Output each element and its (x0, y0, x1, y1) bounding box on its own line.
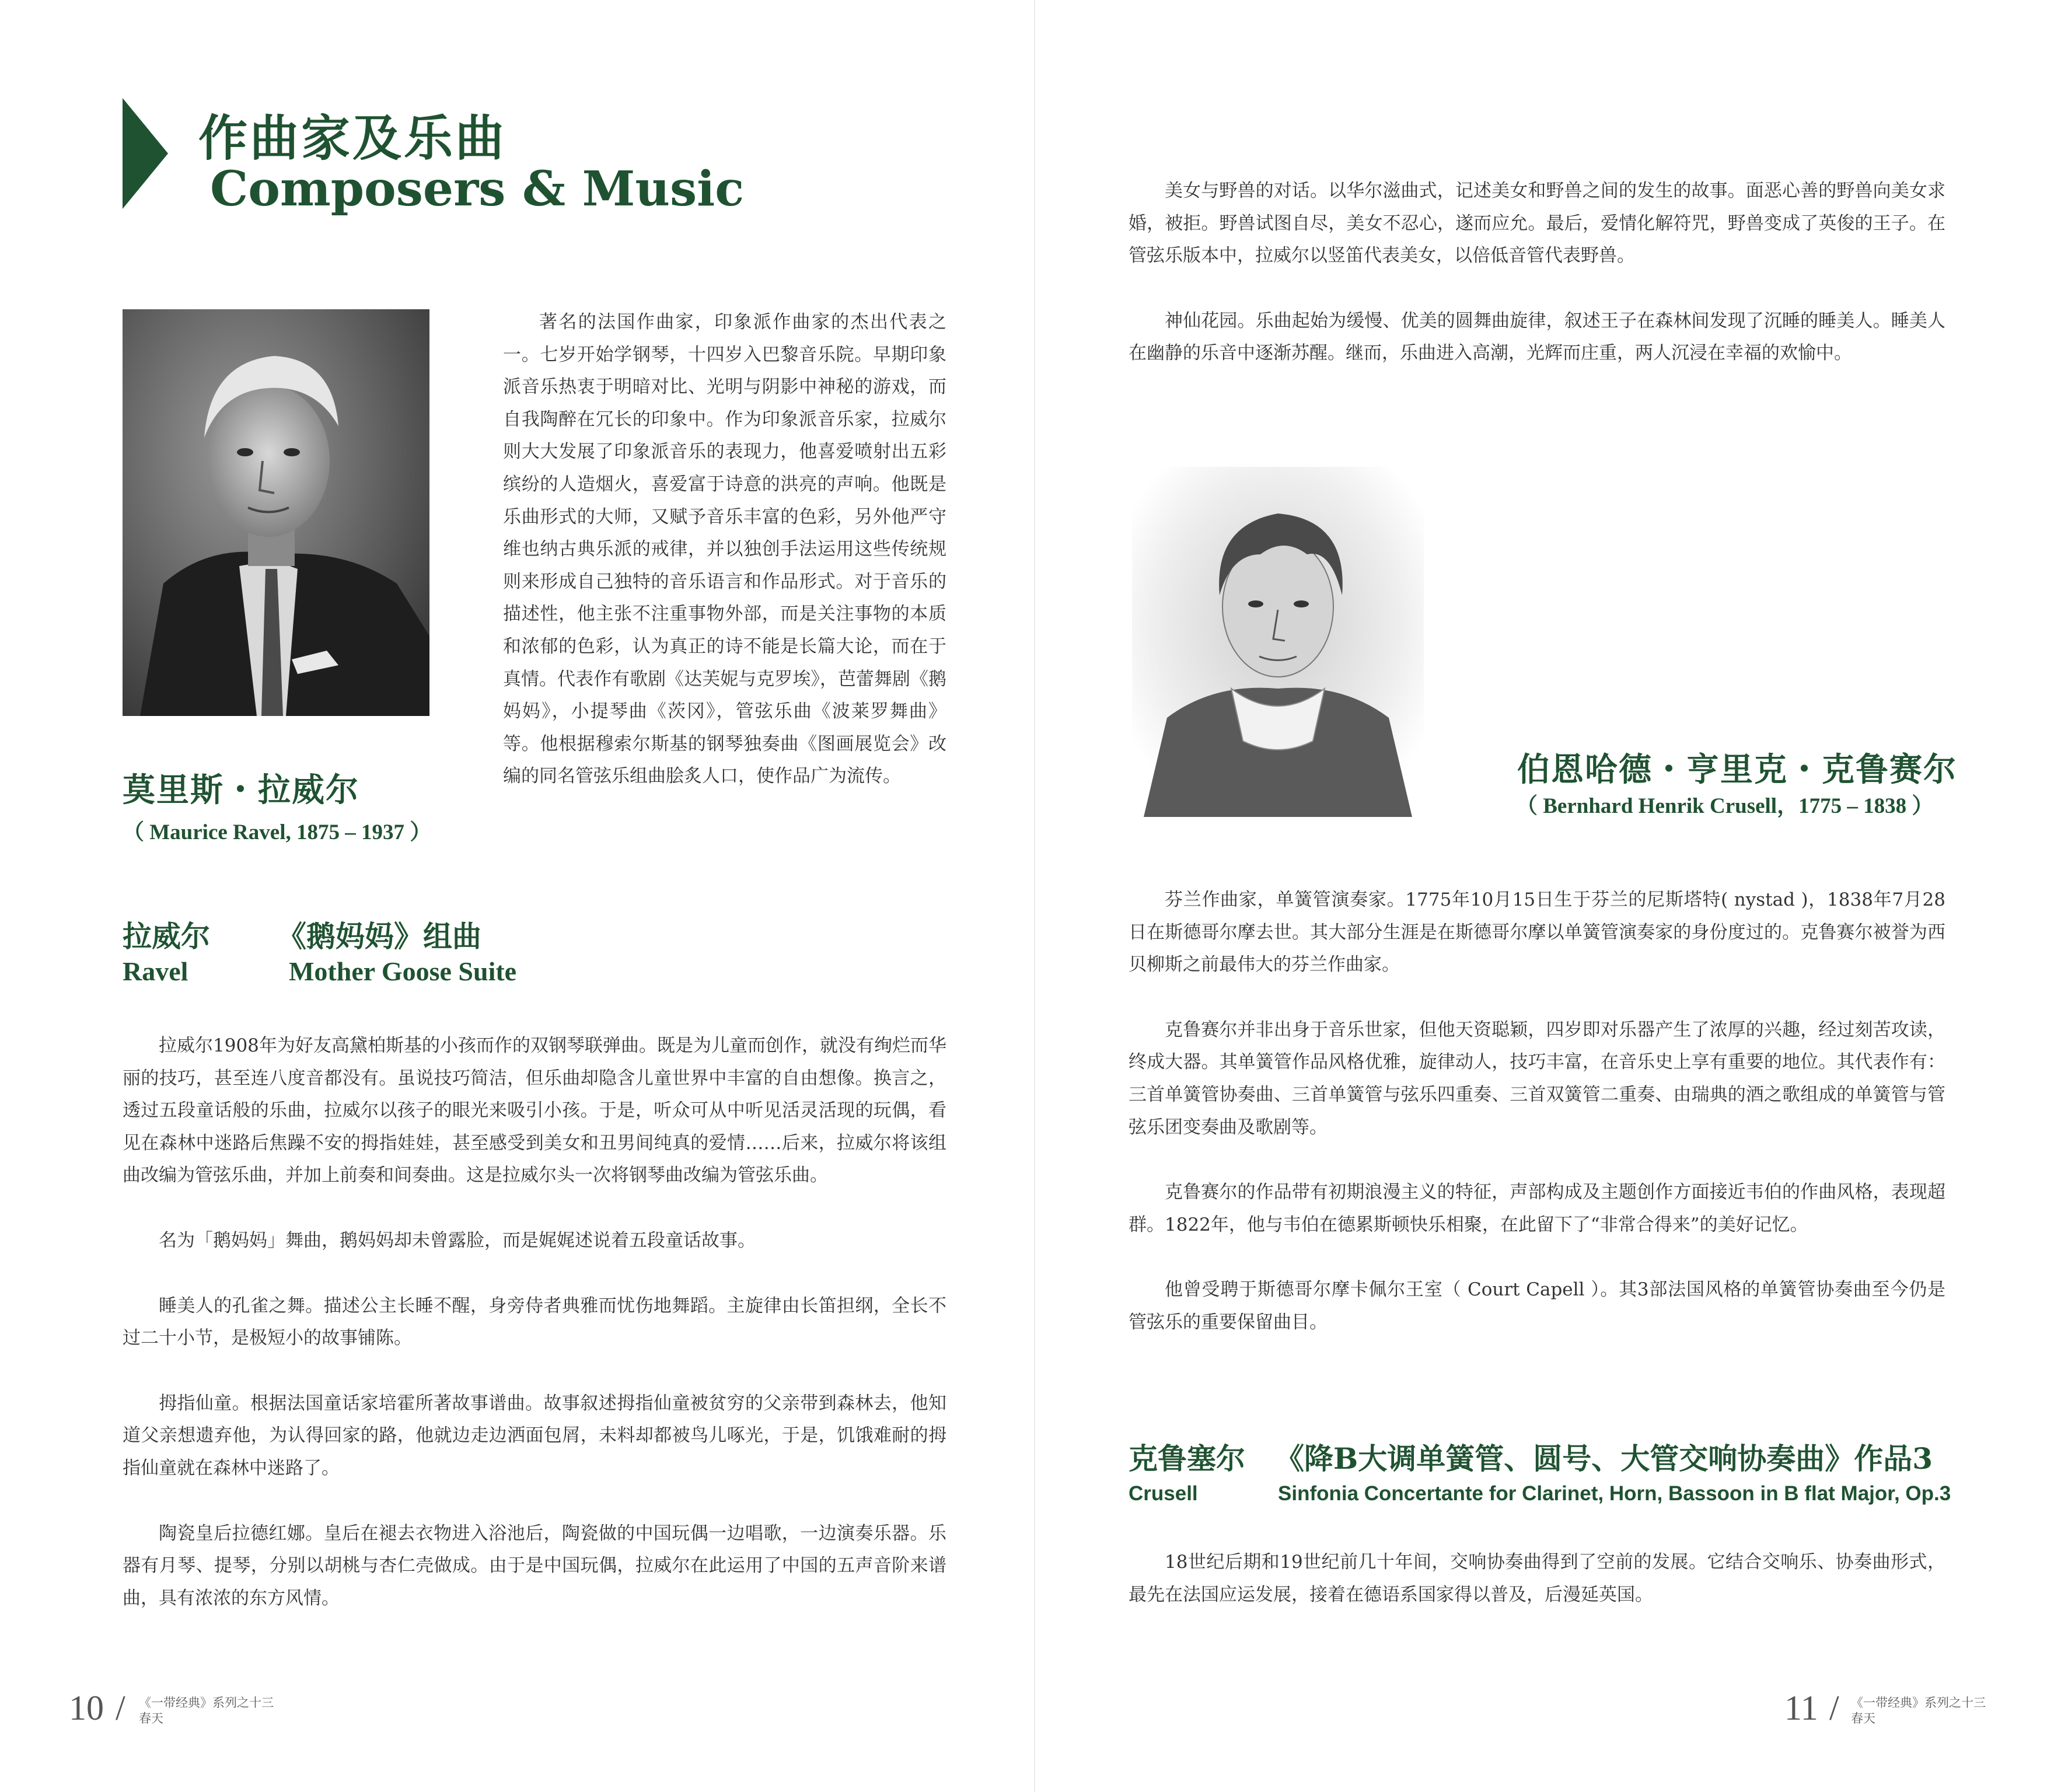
paragraph: 拉威尔1908年为好友高黛柏斯基的小孩而作的双钢琴联弹曲。既是为儿童而创作，就没有绚烂而华丽的技巧，甚至连八度音都没有。虽说技巧简洁，但乐曲却隐含儿童世界中丰富的自由想像。换言之，透过五段童话般的乐曲，拉威尔以孩子的眼光来吸引小孩。于是，听众可从中听见活灵活现的玩偶，看见在森林中迷路后焦躁不安的拇指娃娃，甚至感受到美女和丑男间纯真的爱情……后来，拉威尔将该组曲改编为管弦乐曲，并加上前奏和间奏曲。这是拉威尔头一次将钢琴曲改编为管弦乐曲。 (123, 1035, 946, 1186)
composer-name-zh: 莫里斯・拉威尔 (123, 771, 359, 809)
closing-paragraph: 18世纪后期和19世纪前几十年间，交响协奏曲得到了空前的发展。它结合交响乐、协奏曲形式，最先在法国应运发展，接着在德语系国家得以普及，后漫延英国。 (1129, 1552, 1945, 1605)
crusell-engraving-portrait (1132, 467, 1424, 817)
section-composer-en: Crusell (1129, 1482, 1198, 1505)
paragraph: 克鲁赛尔并非出身于音乐世家，但他天资聪颖，四岁即对乐器产生了浓厚的兴趣，经过刻苦攻读，终成大器。其单簧管作品风格优雅，旋律动人，技巧丰富，在音乐史上享有重要的地位。其代表作有：三首单簧管协奏曲、三首单簧管与弦乐四重奏、三首双簧管二重奏、由瑞典的酒之歌组成的单簧管与管弦乐团变奏曲及歌剧等。 (1129, 1019, 1945, 1138)
paragraph: 拇指仙童。根据法国童话家培霍所著故事谱曲。故事叙述拇指仙童被贫穷的父亲带到森林去，他知道父亲想遗弃他，为认得回家的路，他就边走边洒面包屑，未料却都被鸟儿啄光，于是，饥饿难耐的拇指仙童就在森林中迷路了。 (123, 1392, 946, 1479)
section-work-zh: 《降B大调单簧管、圆号、大管交响协奏曲》作品3 (1275, 1441, 1933, 1476)
section-work-en: Sinfonia Concertante for Clarinet, Horn, Bassoon in B flat Major, Op.3 (1278, 1482, 1951, 1505)
play-triangle-icon (123, 98, 168, 209)
ravel-intro-text: 著名的法国作曲家，印象派作曲家的杰出代表之一。七岁开始学钢琴，十四岁入巴黎音乐院。早期印象派音乐热衷于明暗对比、光明与阴影中神秘的游戏，而自我陶醉在冗长的印象中。作为印象派音乐家，拉威尔则大大发展了印象派音乐的表现力，他喜爱喷射出五彩缤纷的人造烟火，喜爱富于诗意的洪亮的声响。他既是乐曲形式的大师，又赋予音乐丰富的色彩，另外他严守维也纳古典乐派的戒律，并以独创手法运用这些传统规则来形成自己独特的音乐语言和作品形式。对于音乐的描述性，他主张不注重事物外部，而是关注事物的本质和浓郁的色彩，认为真正的诗不能是长篇大论，而在于真情。代表作有歌剧《达芙妮与克罗埃》，芭蕾舞剧《鹅妈妈》，小提琴曲《茨冈》，管弦乐曲《波莱罗舞曲》等。他根据穆索尔斯基的钢琴独奏曲《图画展览会》改编的同名管弦乐组曲脍炙人口，使作品广为流传。 (503, 312, 946, 787)
section-composer-zh: 克鲁塞尔 (1129, 1441, 1245, 1476)
paragraph: 芬兰作曲家，单簧管演奏家。1775年10月15日生于芬兰的尼斯塔特( nystad )，1838年7月28日在斯德哥尔摩去世。其大部分生涯是在斯德哥尔摩以单簧管演奏家的身份度过的。克鲁赛尔被誉为西贝柳斯之前最伟大的芬兰作曲家。 (1129, 889, 1945, 976)
paragraph: 名为「鹅妈妈」舞曲，鹅妈妈却未曾露脸，而是娓娓述说着五段童话故事。 (159, 1229, 756, 1251)
paragraph: 睡美人的孔雀之舞。描述公主长睡不醒，身旁侍者典雅而忧伤地舞蹈。主旋律由长笛担纲，全长不过二十小节，是极短小的故事铺陈。 (123, 1295, 946, 1349)
right-top-text (1129, 175, 1945, 370)
paragraph: 克鲁赛尔的作品带有初期浪漫主义的特征，声部构成及主题创作方面接近韦伯的作曲风格，表现超群。1822年，他与韦伯在德累斯顿快乐相聚，在此留下了“非常合得来”的美好记忆。 (1129, 1182, 1945, 1235)
page-number-slash: / (1829, 1689, 1839, 1727)
section-composer-zh: 拉威尔 (123, 919, 210, 953)
paragraph: 陶瓷皇后拉德红娜。皇后在褪去衣物进入浴池后，陶瓷做的中国玩偶一边唱歌，一边演奏乐器。乐器有月琴、提琴，分别以胡桃与杏仁壳做成。由于是中国玩偶，拉威尔在此运用了中国的五声音阶来谱曲，具有浓浓的东方风情。 (123, 1522, 946, 1609)
page-title-zh: 作曲家及乐曲 (198, 109, 507, 167)
composer-name-zh: 伯恩哈德・亨里克・克鲁赛尔 (1517, 750, 1957, 789)
composer-name-en: （ Maurice Ravel, 1875 – 1937 ） (123, 820, 432, 844)
page-number: 10 (69, 1689, 104, 1727)
series-title: 《一带经典》系列之十三 (1851, 1696, 1986, 1710)
left-body-text (123, 1030, 946, 1615)
season-label: 春天 (1851, 1711, 1875, 1725)
paragraph: 神仙花园。乐曲起始为缓慢、优美的圆舞曲旋律，叙述王子在森林间发现了沉睡的睡美人。睡美人在幽静的乐音中逐渐苏醒。继而，乐曲进入高潮，光辉而庄重，两人沉浸在幸福的欢愉中。 (1129, 310, 1945, 364)
page-number: 11 (1784, 1689, 1818, 1727)
paragraph: 美女与野兽的对话。以华尔滋曲式，记述美女和野兽之间的发生的故事。面恶心善的野兽向美女求婚，被拒。野兽试图自尽，美女不忍心，遂而应允。最后，爱情化解符咒，野兽变成了英俊的王子。在管弦乐版本中，拉威尔以竖笛代表美女，以倍低音管代表野兽。 (1129, 180, 1945, 267)
section-work-zh: 《鹅妈妈》组曲 (277, 919, 481, 953)
composer-name-en: （ Bernhard Henrik Crusell，1775 – 1838 ） (1516, 794, 1934, 818)
ravel-portrait-photo (123, 309, 429, 716)
season-label: 春天 (139, 1711, 163, 1725)
series-title: 《一带经典》系列之十三 (139, 1696, 274, 1710)
page-number-slash: / (116, 1689, 125, 1727)
page-divider (1034, 0, 1035, 1792)
section-composer-en: Ravel (123, 956, 188, 986)
right-bio-text (1129, 884, 1945, 1339)
section-work-en: Mother Goose Suite (289, 956, 517, 986)
paragraph: 他曾受聘于斯德哥尔摩卡佩尔王室（ Court Capell ）。其3部法国风格的单簧管协奏曲至今仍是管弦乐的重要保留曲目。 (1129, 1279, 1945, 1333)
page-title-en: Composers & Music (210, 161, 745, 217)
